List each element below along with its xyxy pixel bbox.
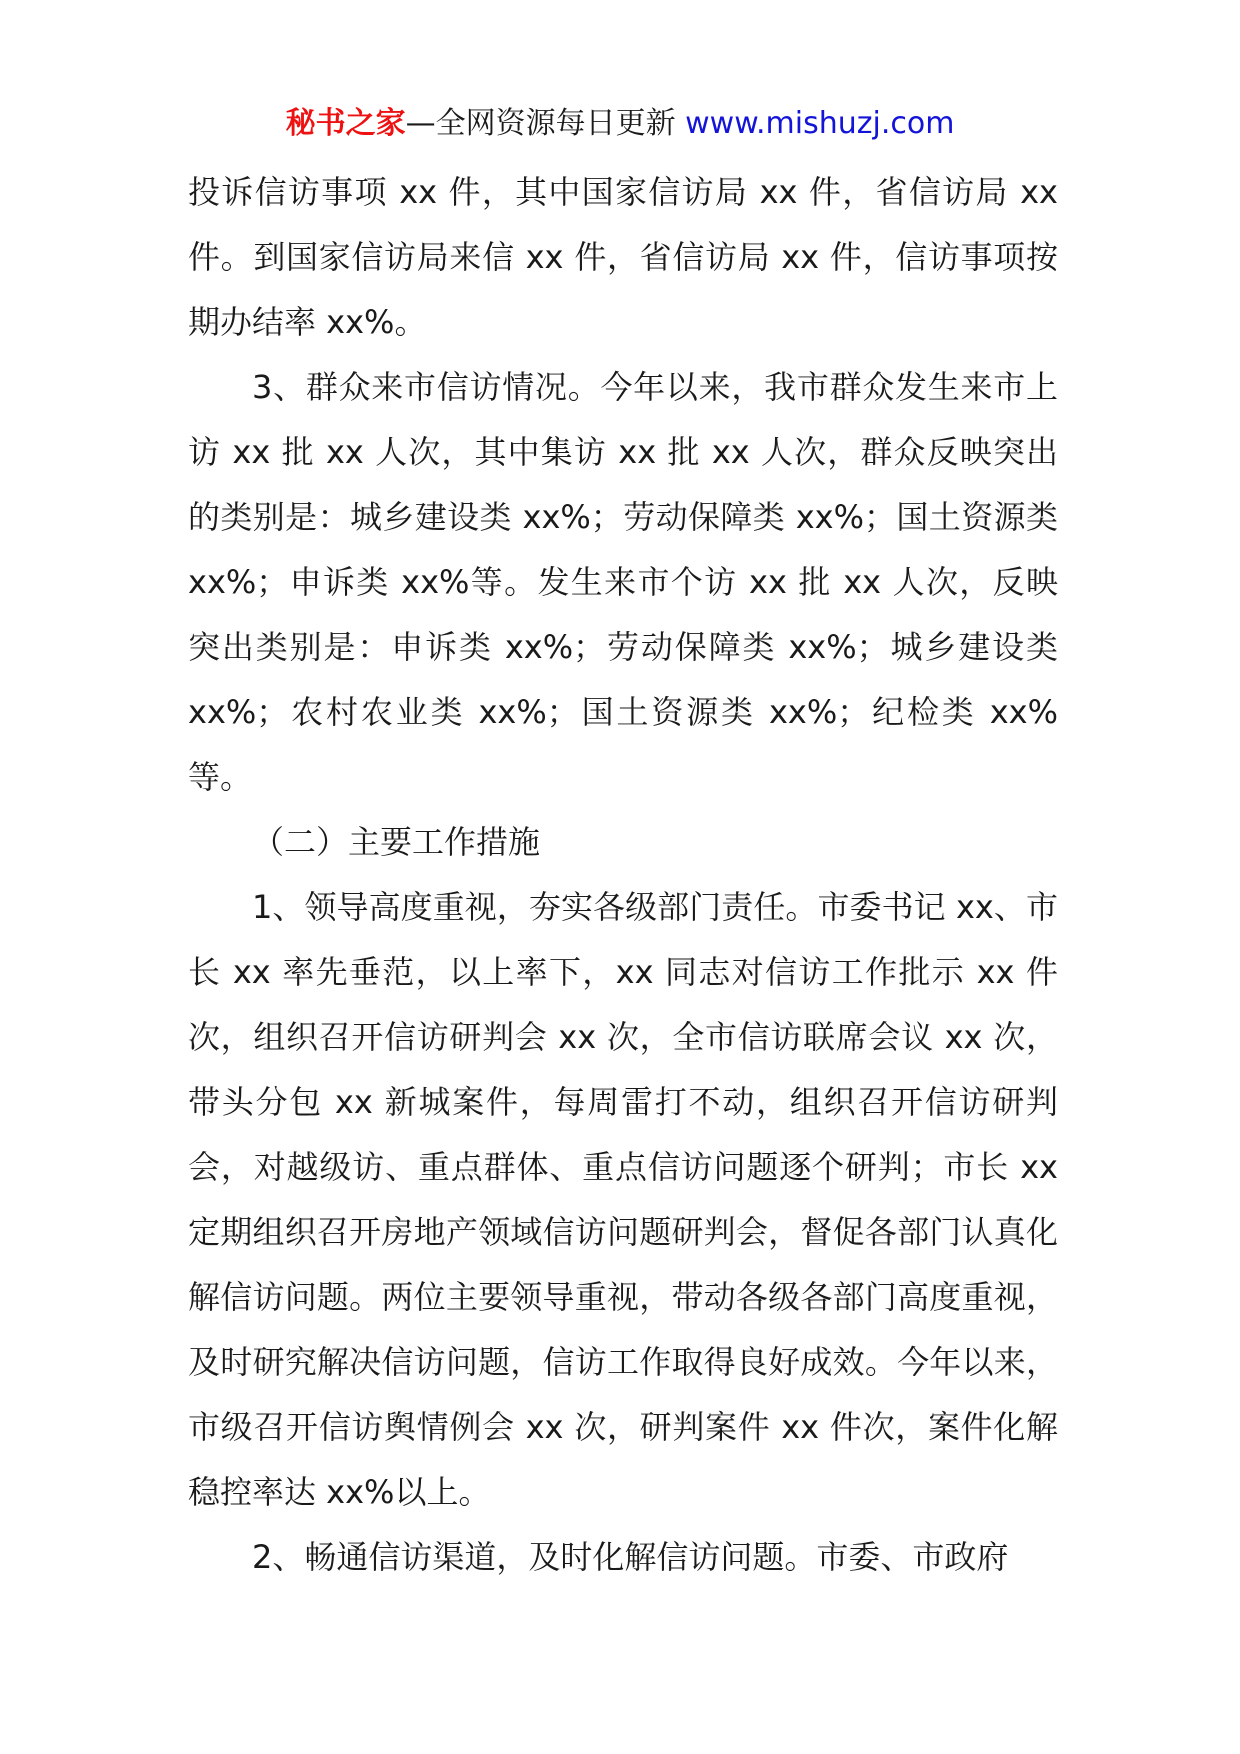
paragraph-complaint-stats: 投诉信访事项 xx 件，其中国家信访局 xx 件，省信访局 xx 件。到国家信访局来信 xx 件，省信访局 xx 件，信访事项按期办结率 xx%。 <box>188 173 1058 341</box>
section-heading-main-measures: （二）主要工作措施 <box>252 823 541 861</box>
paragraph-public-petitions: 3、群众来市信访情况。今年以来，我市群众发生来市上访 xx 批 xx 人次，其中集访 xx 批 xx 人次，群众反映突出的类别是：城乡建设类 xx%；劳动保障类 xx%；国土资源类 xx%；申诉类 xx%等。发生来市个访 xx 批 xx 人次，反映突出类别是：申诉类 xx%；劳动保障类 xx%；城乡建设类 xx%；农村农业类 xx%；国土资源类 xx%；纪检类 xx%等。 <box>188 368 1058 796</box>
paragraph-leadership: 1、领导高度重视，夯实各级部门责任。市委书记 xx、市长 xx 率先垂范，以上率下，xx 同志对信访工作批示 xx 件次，组织召开信访研判会 xx 次，全市信访联席会议 xx 次，带头分包 xx 新城案件，每周雷打不动，组织召开信访研判会，对越级访、重点群体、重点信访问题逐个研判；市长 xx 定期组织召开房地产领域信访问题研判会，督促各部门认真化解信访问题。两位主要领导重视，带动各级各部门高度重视，及时研究解决信访问题，信访工作取得良好成效。今年以来，市级召开信访舆情例会 xx 次，研判案件 xx 件次，案件化解稳控率达 xx%以上。 <box>188 888 1058 1511</box>
site-brand: 秘书之家 <box>285 106 406 141</box>
site-tagline: —全网资源每日更新 <box>405 106 676 141</box>
site-url-link[interactable]: www.mishuzj.com <box>685 106 955 141</box>
paragraph-channels: 2、畅通信访渠道，及时化解信访问题。市委、市政府 <box>252 1538 1009 1576</box>
site-header <box>0 102 1240 146</box>
document-body <box>188 160 1058 1590</box>
